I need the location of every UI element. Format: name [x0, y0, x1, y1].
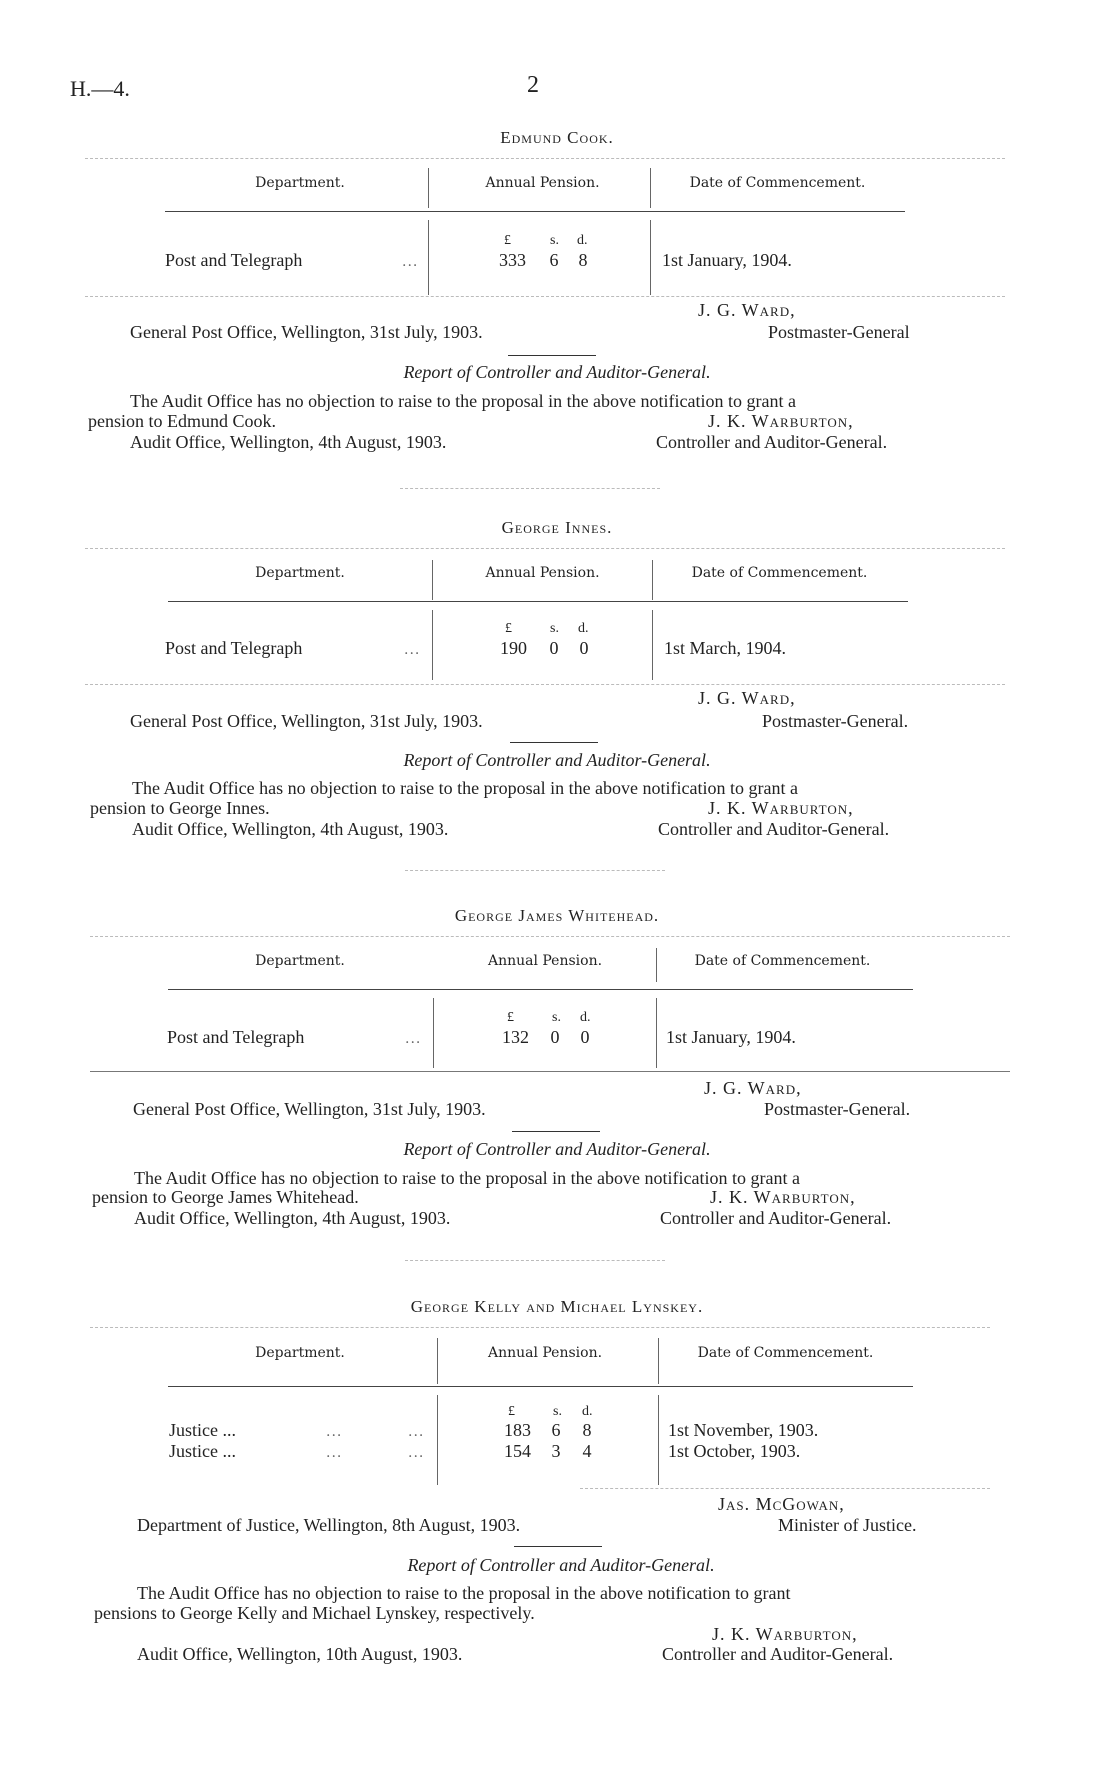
commencement-date: 1st January, 1904. — [662, 250, 792, 270]
divider — [90, 936, 1010, 937]
pension-shillings: 6 — [549, 250, 559, 270]
divider — [90, 1327, 990, 1328]
column-divider — [428, 220, 429, 295]
row-department: Post and Telegraph — [167, 1027, 305, 1047]
currency-shillings: s. — [552, 1010, 561, 1025]
column-header-department: Department. — [255, 175, 345, 191]
auditor-name: J. K. Warburton, — [712, 1624, 858, 1644]
auditor-title: Controller and Auditor-General. — [660, 1208, 892, 1228]
divider — [85, 684, 1005, 685]
pension-shillings: 0 — [549, 638, 559, 658]
pension-pounds: 333 — [499, 250, 526, 270]
short-rule — [512, 1131, 600, 1132]
column-header-department: Department. — [255, 1345, 345, 1361]
column-header-commencement: Date of Commencement. — [689, 175, 866, 191]
header-rule — [168, 1386, 913, 1387]
divider — [85, 158, 1005, 159]
pension-pence: 8 — [582, 1420, 592, 1440]
column-divider — [656, 948, 657, 982]
audit-place-date: Audit Office, Wellington, 10th August, 1903. — [137, 1644, 463, 1664]
currency-shillings: s. — [550, 621, 559, 636]
signer-name: Jas. McGowan, — [718, 1494, 845, 1514]
pensioner-name: George James Whitehead. — [454, 906, 660, 925]
currency-pence: d. — [580, 1010, 591, 1025]
divider — [85, 296, 1005, 297]
header-rule — [168, 601, 908, 602]
column-header-pension: Annual Pension. — [487, 953, 603, 969]
report-title: Report of Controller and Auditor-General. — [403, 1139, 711, 1159]
issue-place-date: General Post Office, Wellington, 31st July, 1903. — [130, 322, 483, 342]
currency-pounds: £ — [504, 233, 511, 248]
auditor-name: J. K. Warburton, — [708, 411, 854, 431]
leader-dots: ... — [326, 1445, 343, 1461]
pensioner-name: George Innes. — [501, 518, 613, 537]
column-divider — [433, 998, 434, 1068]
currency-pence: d. — [578, 621, 589, 636]
row-department: Post and Telegraph — [165, 250, 303, 270]
leader-dots: ... — [408, 1445, 425, 1461]
issue-place-date: Department of Justice, Wellington, 8th August, 1903. — [137, 1515, 521, 1535]
pension-shillings: 0 — [550, 1027, 560, 1047]
section-separator — [400, 488, 660, 489]
auditor-title: Controller and Auditor-General. — [662, 1644, 894, 1664]
short-rule — [508, 355, 596, 356]
divider — [580, 1488, 990, 1489]
report-text-line1: The Audit Office has no objection to raise to the proposal in the above notification to grant — [137, 1583, 791, 1603]
commencement-date: 1st November, 1903. — [668, 1420, 819, 1440]
report-text-line1: The Audit Office has no objection to raise to the proposal in the above notification to grant a — [130, 391, 796, 411]
signer-title: Postmaster-General. — [764, 1099, 911, 1119]
report-text-line2: pensions to George Kelly and Michael Lynskey, respectively. — [94, 1603, 535, 1623]
column-header-commencement: Date of Commencement. — [691, 565, 868, 581]
report-text-line2: pension to George Innes. — [90, 798, 270, 818]
currency-pence: d. — [577, 233, 588, 248]
section-separator — [405, 1260, 665, 1261]
column-header-department: Department. — [255, 953, 345, 969]
issue-place-date: General Post Office, Wellington, 31st July, 1903. — [133, 1099, 486, 1119]
audit-place-date: Audit Office, Wellington, 4th August, 1903. — [130, 432, 447, 452]
column-divider — [658, 1395, 659, 1485]
currency-pounds: £ — [508, 1404, 515, 1419]
currency-shillings: s. — [553, 1404, 562, 1419]
column-header-department: Department. — [255, 565, 345, 581]
commencement-date: 1st March, 1904. — [664, 638, 786, 658]
column-divider — [652, 610, 653, 680]
currency-pounds: £ — [505, 621, 512, 636]
signer-title: Postmaster-General — [768, 322, 910, 342]
short-rule — [514, 1546, 602, 1547]
commencement-date: 1st October, 1903. — [668, 1441, 801, 1461]
report-text-line1: The Audit Office has no objection to raise to the proposal in the above notification to grant a — [134, 1168, 800, 1188]
leader-dots: ... — [404, 642, 421, 658]
column-divider — [652, 560, 653, 600]
report-text-line2: pension to George James Whitehead. — [92, 1187, 359, 1207]
pension-pounds: 190 — [500, 638, 527, 658]
currency-pence: d. — [582, 1404, 593, 1419]
section-separator — [405, 870, 665, 871]
pension-pence: 4 — [582, 1441, 592, 1461]
column-divider — [437, 1338, 438, 1384]
row-department: Justice ... — [169, 1441, 236, 1461]
signer-name: J. G. Ward, — [698, 688, 796, 708]
report-text-line1: The Audit Office has no objection to raise to the proposal in the above notification to grant a — [132, 778, 798, 798]
column-header-commencement: Date of Commencement. — [697, 1345, 874, 1361]
page-number: 2 — [527, 72, 539, 98]
audit-place-date: Audit Office, Wellington, 4th August, 1903. — [134, 1208, 451, 1228]
auditor-title: Controller and Auditor-General. — [656, 432, 888, 452]
column-header-pension: Annual Pension. — [487, 1345, 603, 1361]
column-divider — [432, 560, 433, 600]
short-rule — [510, 742, 598, 743]
pension-pounds: 183 — [504, 1420, 531, 1440]
column-divider — [650, 168, 651, 208]
column-divider — [656, 998, 657, 1068]
report-title: Report of Controller and Auditor-General. — [407, 1555, 715, 1575]
signer-title: Postmaster-General. — [762, 711, 909, 731]
pensioner-name: George Kelly and Michael Lynskey. — [410, 1297, 704, 1316]
pension-pounds: 154 — [504, 1441, 531, 1461]
signer-title: Minister of Justice. — [778, 1515, 917, 1535]
column-header-commencement: Date of Commencement. — [694, 953, 871, 969]
column-divider — [428, 168, 429, 208]
pension-shillings: 6 — [551, 1420, 561, 1440]
leader-dots: ... — [408, 1424, 425, 1440]
issue-place-date: General Post Office, Wellington, 31st July, 1903. — [130, 711, 483, 731]
currency-pounds: £ — [507, 1010, 514, 1025]
auditor-title: Controller and Auditor-General. — [658, 819, 890, 839]
auditor-name: J. K. Warburton, — [710, 1187, 856, 1207]
column-divider — [437, 1395, 438, 1485]
row-department: Post and Telegraph — [165, 638, 303, 658]
row-department: Justice ... — [169, 1420, 236, 1440]
pension-pence: 0 — [579, 638, 589, 658]
commencement-date: 1st January, 1904. — [666, 1027, 796, 1047]
leader-dots: ... — [402, 254, 419, 270]
document-reference: H.—4. — [70, 76, 130, 101]
report-text-line2: pension to Edmund Cook. — [88, 411, 276, 431]
pension-shillings: 3 — [551, 1441, 561, 1461]
report-title: Report of Controller and Auditor-General. — [403, 750, 711, 770]
pension-pounds: 132 — [502, 1027, 529, 1047]
report-title: Report of Controller and Auditor-General. — [403, 362, 711, 382]
signer-name: J. G. Ward, — [698, 300, 796, 320]
leader-dots: ... — [405, 1031, 422, 1047]
leader-dots: ... — [326, 1424, 343, 1440]
signer-name: J. G. Ward, — [704, 1078, 802, 1098]
column-divider — [432, 610, 433, 680]
column-divider — [658, 1338, 659, 1384]
pension-pence: 8 — [578, 250, 588, 270]
column-header-pension: Annual Pension. — [485, 565, 600, 581]
pensioner-name: Edmund Cook. — [500, 128, 614, 147]
header-rule — [168, 989, 913, 990]
auditor-name: J. K. Warburton, — [708, 798, 854, 818]
column-divider — [650, 220, 651, 295]
divider — [90, 1071, 1010, 1072]
audit-place-date: Audit Office, Wellington, 4th August, 1903. — [132, 819, 449, 839]
column-header-pension: Annual Pension. — [485, 175, 600, 191]
header-rule — [165, 211, 905, 212]
divider — [85, 548, 1005, 549]
pension-pence: 0 — [580, 1027, 590, 1047]
currency-shillings: s. — [550, 233, 559, 248]
